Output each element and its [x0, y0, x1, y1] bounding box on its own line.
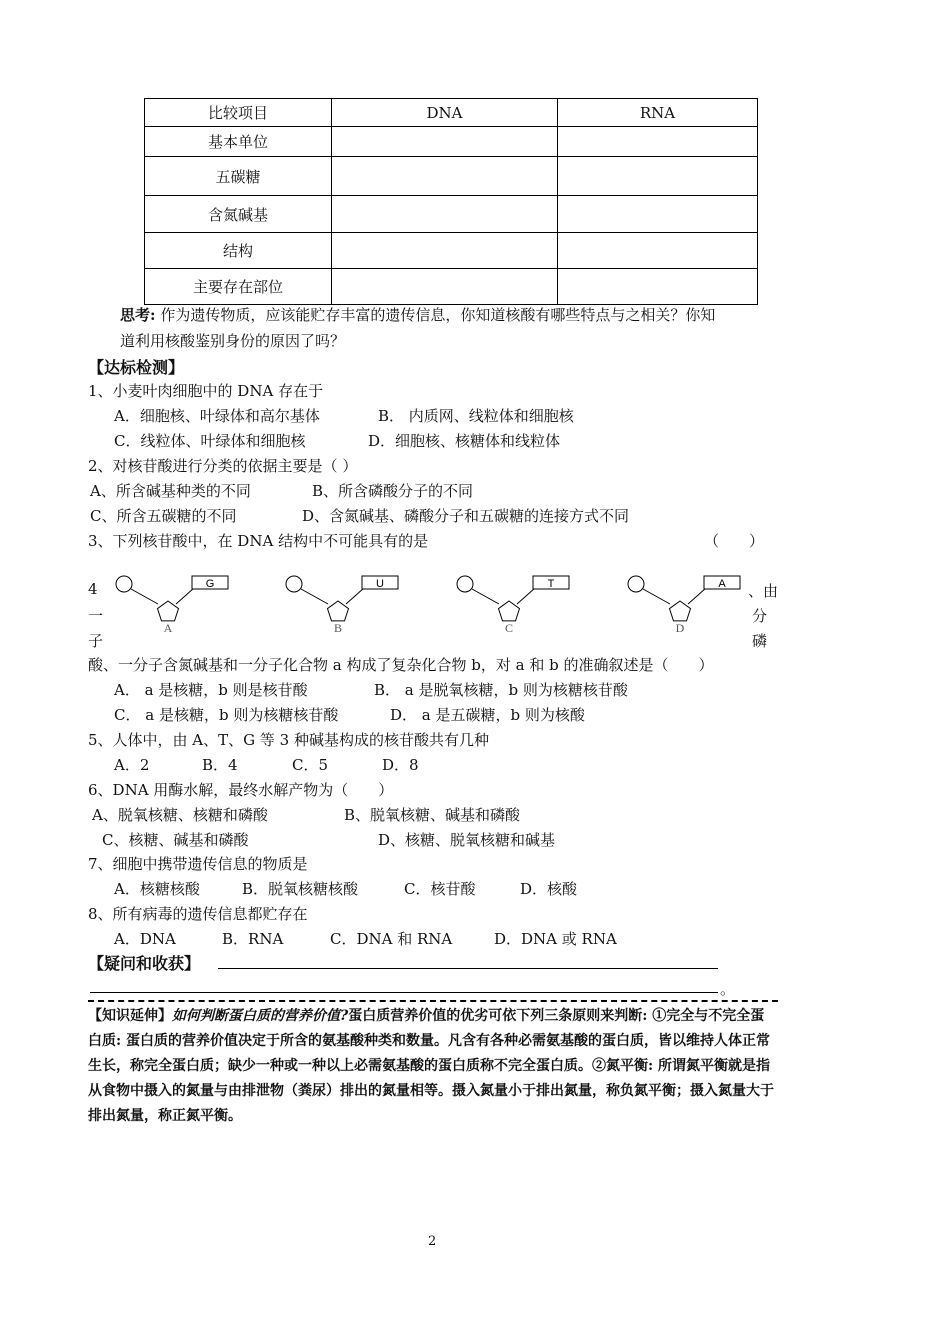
table-header-item: 比较项目	[145, 99, 332, 127]
base-bond	[688, 588, 706, 604]
answer-line	[218, 968, 718, 969]
figure-label: B	[333, 621, 343, 635]
q8-option-d: D．DNA 或 RNA	[494, 930, 617, 948]
q4-left-char: 一	[88, 607, 104, 625]
row-label: 基本单位	[145, 127, 332, 157]
q1-option-a: A．细胞核、叶绿体和高尔基体	[114, 407, 320, 425]
q4-option-b: B． a 是脱氧核糖，b 则为核糖核苷酸	[374, 681, 628, 699]
question-2: 2、对核苷酸进行分类的依据主要是（ ）	[88, 457, 358, 475]
q5-option-c: C．5	[292, 756, 329, 774]
question-3: 3、下列核苷酸中，在 DNA 结构中不可能具有的是	[88, 532, 429, 550]
q1-option-b: B． 内质网、线粒体和细胞核	[378, 407, 574, 425]
row-label: 主要存在部位	[145, 269, 332, 305]
section-title-test: 【达标检测】	[88, 358, 185, 377]
q4-option-d: D． a 是五碳糖，b 则为核酸	[390, 706, 585, 724]
q4-right-char: 磷	[752, 632, 768, 650]
q7-option-a: A．核糖核酸	[114, 880, 200, 898]
pentose-sugar	[499, 601, 520, 621]
base-letter: U	[376, 578, 384, 590]
base-letter: A	[718, 578, 726, 590]
q6-option-c: C、核糖、碱基和磷酸	[102, 831, 249, 849]
table-header-dna: DNA	[332, 99, 558, 127]
pentose-sugar	[328, 601, 349, 621]
base-bond	[346, 588, 364, 604]
q8-option-c: C．DNA 和 RNA	[330, 930, 453, 948]
row-label: 结构	[145, 233, 332, 269]
q2-option-b: B、所含磷酸分子的不同	[312, 482, 474, 500]
q6-option-a: A、脱氧核糖、核糖和磷酸	[92, 806, 268, 824]
q8-option-a: A．DNA	[114, 930, 176, 948]
extension-label: 【知识延伸】	[88, 1008, 172, 1024]
q7-option-b: B．脱氧核糖核酸	[242, 880, 359, 898]
q8-option-b: B．RNA	[222, 930, 284, 948]
table-header-rna: RNA	[558, 99, 758, 127]
think-line-2: 道利用核酸鉴别身份的原因了吗？	[120, 332, 346, 350]
q1-option-c: C．线粒体、叶绿体和细胞核	[114, 432, 306, 450]
q4-option-c: C． a 是核糖，b 则为核糖核苷酸	[114, 706, 339, 724]
q5-option-a: A．2	[114, 756, 150, 774]
q6-option-b: B、脱氧核糖、碱基和磷酸	[344, 806, 521, 824]
figure-label: C	[504, 621, 514, 635]
pentose-sugar	[158, 601, 179, 621]
row-label: 五碳糖	[145, 157, 332, 196]
question-6: 6、DNA 用酶水解，最终水解产物为（ ）	[88, 781, 394, 799]
q5-option-d: D．8	[382, 756, 419, 774]
figure-label: A	[163, 621, 173, 635]
question-5: 5、人体中，由 A、T、G 等 3 种碱基构成的核苷酸共有几种	[88, 731, 489, 749]
think-text: 作为遗传物质，应该能贮存丰富的遗传信息，你知道核酸有哪些特点与之相关？你知	[155, 306, 716, 324]
extension-text: 蛋白质营养价值的优劣可依下列三条原则来判断: ①完全与不完全蛋白质: 蛋白质的营养价值决定于所含的氨基酸种类和数量。凡含有各种必需氨基酸的蛋白质，皆以维持人体正常生长，称完全蛋白质；缺少一种或一种以上必需氨基酸的蛋白质称不完全蛋白质。②氮平衡: 所谓氮平衡就是指从食物中摄入的氮量与由排泄物（粪尿）排出的氮量相等。摄入氮量小于排出氮量，称负氮平衡；摄入氮量大于排出氮量，称正氮平衡。	[88, 1008, 774, 1124]
q4-right-char: 、由	[748, 582, 779, 600]
row-label: 含氮碱基	[145, 196, 332, 233]
knowledge-extension	[88, 1000, 778, 1129]
q2-option-d: D、含氮碱基、磷酸分子和五碳糖的连接方式不同	[302, 507, 630, 525]
q2-option-c: C、所含五碳糖的不同	[90, 507, 237, 525]
phosphate-bond	[643, 589, 670, 604]
question-7: 7、细胞中携带遗传信息的物质是	[88, 855, 308, 873]
q4-right-char: 分	[752, 607, 768, 625]
q7-option-c: C．核苷酸	[404, 880, 476, 898]
answer-line	[90, 992, 718, 993]
question-1: 1、小麦叶肉细胞中的 DNA 存在于	[88, 382, 324, 400]
q5-option-b: B．4	[202, 756, 238, 774]
base-letter: T	[547, 578, 555, 590]
question-4: 酸、一分子含氮碱基和一分子化合物 a 构成了复杂化合物 b，对 a 和 b 的准确叙述是（ ）	[88, 656, 714, 674]
q4-left-char: 子	[88, 632, 104, 650]
base-letter: G	[205, 578, 215, 590]
base-bond	[517, 588, 535, 604]
think-label: 思考:	[120, 306, 156, 324]
pentose-sugar	[670, 601, 691, 621]
phosphate-circle	[457, 576, 473, 592]
phosphate-bond	[472, 589, 499, 604]
question-8: 8、所有病毒的遗传信息都贮存在	[88, 905, 308, 923]
section-title-question: 【疑问和收获】	[88, 954, 201, 973]
q2-option-a: A、所含碱基种类的不同	[90, 482, 251, 500]
q4-option-a: A． a 是核糖，b 则是核苷酸	[114, 681, 308, 699]
phosphate-circle	[628, 576, 644, 592]
q4-left-char: 4	[88, 580, 98, 598]
period-mark: 。	[720, 980, 736, 998]
phosphate-circle	[116, 576, 132, 592]
q1-option-d: D．细胞核、核糖体和线粒体	[368, 432, 561, 450]
extension-question: 如何判断蛋白质的营养价值?	[172, 1008, 349, 1024]
q7-option-d: D．核酸	[520, 880, 578, 898]
page-number: 2	[428, 1234, 437, 1249]
phosphate-bond	[301, 589, 328, 604]
base-bond	[176, 588, 194, 604]
figure-label: D	[675, 621, 685, 635]
phosphate-bond	[131, 589, 158, 604]
phosphate-circle	[286, 576, 302, 592]
q6-option-d: D、核糖、脱氧核糖和碱基	[378, 831, 556, 849]
q3-answer-paren: （ ）	[704, 532, 765, 550]
